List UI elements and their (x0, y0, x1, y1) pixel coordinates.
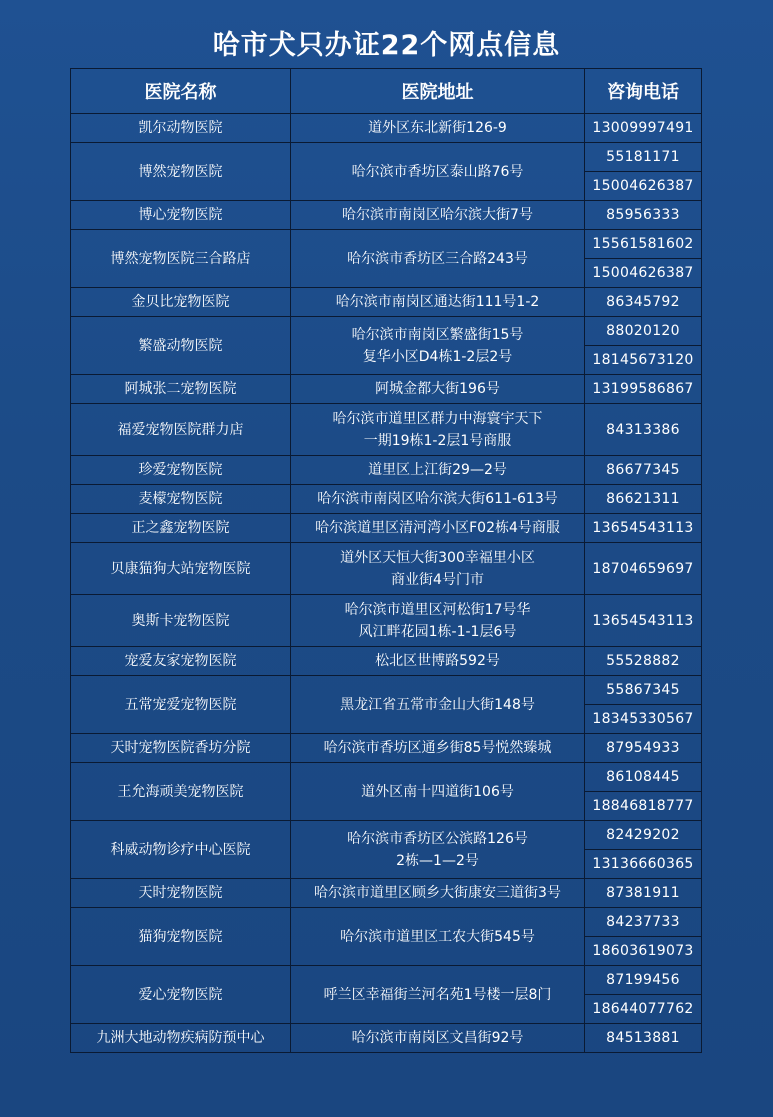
table-row (71, 485, 702, 514)
phone-number: 86621311 (585, 485, 702, 514)
phone-number: 13654543113 (585, 514, 702, 543)
phone-number: 15561581602 (585, 230, 702, 259)
hospital-name: 王允海顽美宠物医院 (71, 763, 291, 821)
hospital-address: 黑龙江省五常市金山大街148号 (291, 676, 585, 734)
phone-number: 88020120 (585, 317, 702, 346)
phone-number: 87199456 (585, 966, 702, 995)
hospital-name: 科威动物诊疗中心医院 (71, 821, 291, 879)
hospital-address: 松北区世博路592号 (291, 647, 585, 676)
hospital-name: 贝康猫狗大站宠物医院 (71, 543, 291, 595)
hospital-name: 猫狗宠物医院 (71, 908, 291, 966)
hospital-name: 麦檬宠物医院 (71, 485, 291, 514)
table-row (71, 143, 702, 172)
table-row (71, 404, 702, 456)
table-row (71, 879, 702, 908)
phone-number: 87954933 (585, 734, 702, 763)
hospital-name: 正之鑫宠物医院 (71, 514, 291, 543)
hospital-name: 五常宠爱宠物医院 (71, 676, 291, 734)
hospital-name: 博心宠物医院 (71, 201, 291, 230)
hospital-address: 哈尔滨市南岗区通达街111号1-2 (291, 288, 585, 317)
phone-number: 15004626387 (585, 259, 702, 288)
table-row (71, 763, 702, 792)
table-row (71, 908, 702, 937)
phone-number: 84237733 (585, 908, 702, 937)
table-row (71, 201, 702, 230)
hospital-address: 阿城金都大街196号 (291, 375, 585, 404)
hospital-address: 道外区南十四道街106号 (291, 763, 585, 821)
hospital-name: 九洲大地动物疾病防预中心 (71, 1024, 291, 1053)
hospital-address: 道外区天恒大街300幸福里小区 商业街4号门市 (291, 543, 585, 595)
hospital-address: 哈尔滨市南岗区哈尔滨大街7号 (291, 201, 585, 230)
hospital-address: 哈尔滨市道里区河松街17号华 风江畔花园1栋-1-1层6号 (291, 595, 585, 647)
hospital-name: 珍爱宠物医院 (71, 456, 291, 485)
phone-number: 18145673120 (585, 346, 702, 375)
table-row (71, 1024, 702, 1053)
hospital-address: 道里区上江街29—2号 (291, 456, 585, 485)
phone-number: 18644077762 (585, 995, 702, 1024)
table-body (71, 114, 702, 1053)
table-row (71, 288, 702, 317)
phone-number: 86677345 (585, 456, 702, 485)
phone-number: 84313386 (585, 404, 702, 456)
hospital-address: 哈尔滨市道里区顾乡大街康安三道街3号 (291, 879, 585, 908)
hospital-address: 哈尔滨市南岗区哈尔滨大街611-613号 (291, 485, 585, 514)
hospital-name: 繁盛动物医院 (71, 317, 291, 375)
hospital-address: 哈尔滨市道里区群力中海寰宇天下 一期19栋1-2层1号商服 (291, 404, 585, 456)
table-row (71, 317, 702, 346)
table-row (71, 514, 702, 543)
hospital-name: 凯尔动物医院 (71, 114, 291, 143)
hospital-name: 爱心宠物医院 (71, 966, 291, 1024)
hospital-address: 哈尔滨市香坊区公滨路126号 2栋—1—2号 (291, 821, 585, 879)
phone-number: 84513881 (585, 1024, 702, 1053)
hospital-name: 天时宠物医院香坊分院 (71, 734, 291, 763)
table-row (71, 114, 702, 143)
table-row (71, 456, 702, 485)
hospital-name: 博然宠物医院三合路店 (71, 230, 291, 288)
phone-number: 87381911 (585, 879, 702, 908)
hospital-address: 哈尔滨市香坊区通乡街85号悦然臻城 (291, 734, 585, 763)
hospital-name: 天时宠物医院 (71, 879, 291, 908)
table-row (71, 543, 702, 595)
phone-number: 55867345 (585, 676, 702, 705)
phone-number: 13199586867 (585, 375, 702, 404)
phone-number: 13654543113 (585, 595, 702, 647)
table-row (71, 230, 702, 259)
hospital-name: 金贝比宠物医院 (71, 288, 291, 317)
phone-number: 86108445 (585, 763, 702, 792)
table-row (71, 375, 702, 404)
hospital-name: 福爱宠物医院群力店 (71, 404, 291, 456)
phone-number: 15004626387 (585, 172, 702, 201)
page-title: 哈市犬只办证22个网点信息 (212, 30, 561, 61)
table-row (71, 676, 702, 705)
hospital-name: 博然宠物医院 (71, 143, 291, 201)
header-hospital-address: 医院地址 (291, 69, 585, 114)
hospital-address: 哈尔滨市南岗区繁盛街15号 复华小区D4栋1-2层2号 (291, 317, 585, 375)
table-header-row (71, 69, 702, 114)
hospital-address: 哈尔滨道里区清河湾小区F02栋4号商服 (291, 514, 585, 543)
table-row (71, 821, 702, 850)
clinic-table (70, 68, 702, 1053)
hospital-address: 哈尔滨市道里区工农大街545号 (291, 908, 585, 966)
hospital-name: 宠爱友家宠物医院 (71, 647, 291, 676)
phone-number: 55528882 (585, 647, 702, 676)
phone-number: 86345792 (585, 288, 702, 317)
table-row (71, 966, 702, 995)
phone-number: 55181171 (585, 143, 702, 172)
phone-number: 13136660365 (585, 850, 702, 879)
table-row (71, 647, 702, 676)
hospital-address: 哈尔滨市南岗区文昌街92号 (291, 1024, 585, 1053)
phone-number: 13009997491 (585, 114, 702, 143)
hospital-name: 阿城张二宠物医院 (71, 375, 291, 404)
phone-number: 18846818777 (585, 792, 702, 821)
table-row (71, 734, 702, 763)
hospital-name: 奥斯卡宠物医院 (71, 595, 291, 647)
phone-number: 85956333 (585, 201, 702, 230)
phone-number: 18603619073 (585, 937, 702, 966)
phone-number: 82429202 (585, 821, 702, 850)
hospital-address: 道外区东北新街126-9 (291, 114, 585, 143)
header-hospital-name: 医院名称 (71, 69, 291, 114)
hospital-address: 呼兰区幸福街兰河名苑1号楼一层8门 (291, 966, 585, 1024)
header-phone: 咨询电话 (585, 69, 702, 114)
hospital-address: 哈尔滨市香坊区泰山路76号 (291, 143, 585, 201)
table-row (71, 595, 702, 647)
phone-number: 18345330567 (585, 705, 702, 734)
hospital-address: 哈尔滨市香坊区三合路243号 (291, 230, 585, 288)
phone-number: 18704659697 (585, 543, 702, 595)
